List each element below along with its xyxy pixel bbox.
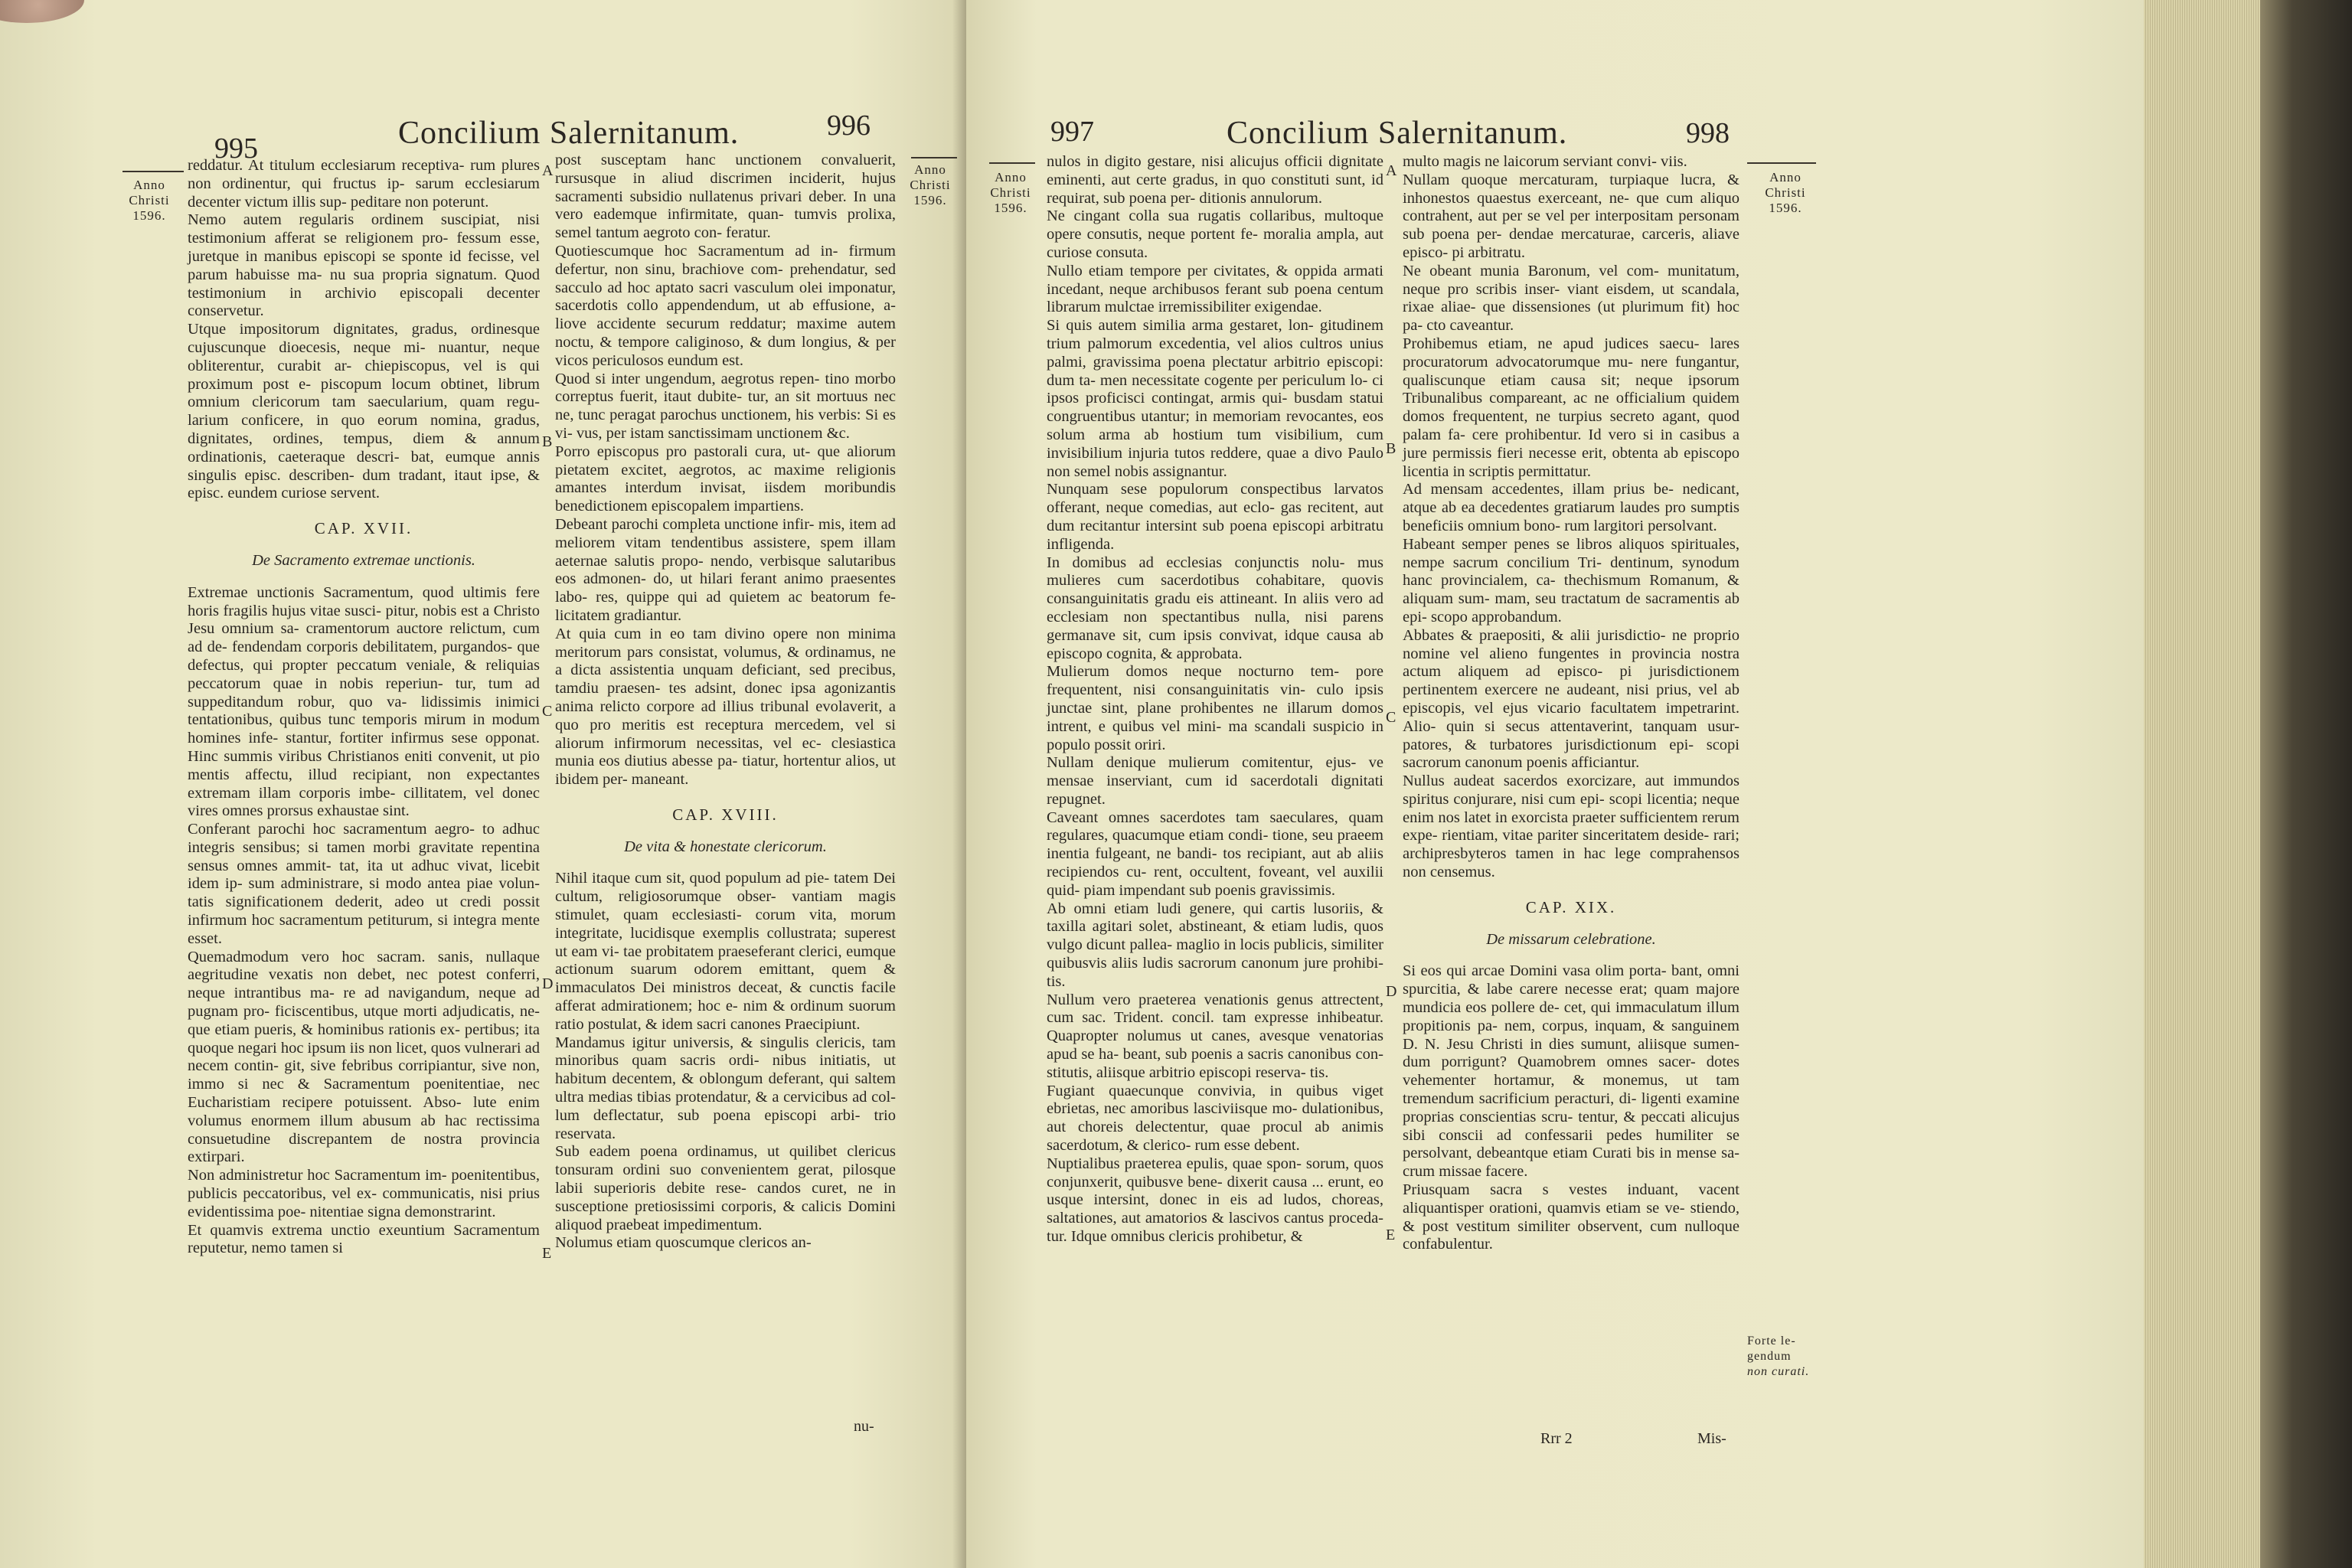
margin-note-line: Christi	[129, 193, 170, 207]
paragraph: Ad mensam accedentes, illam prius be- nedicant, atque ab ea decedentes gratiarum laudes pro sumptis beneficiis omnium bono- rum largitori persolvant.	[1403, 481, 1740, 534]
right-page-number-998: 998	[1686, 117, 1730, 149]
margin-note-line: Christi	[990, 185, 1031, 200]
paragraph: Nihil itaque cum sit, quod populum ad pie- tatem Dei cultum, religiosorumque obser- vantiam magis stimulet, quam ecclesiasti- corum vita, morum integritate, lucidisque exemplis collustrata; superest ut eam vi- tae probitatem praeseferant clerici, eumque actionum suarum odorem emittant, quem & immaculatos Dei ministros deceat, & cunctis facile afferat admirationem; hoc e- nim & ordinum suorum ratio postulat, & idem sacri canones Praecipiunt.	[555, 870, 896, 1033]
paragraph: Nemo autem regularis ordinem suscipiat, nisi testimonium afferat se religionem pro- fessum esse, juretque in manibus episcopi se sponte id fecisse, vel parum habuisse ma- nu sua propria signatum. Quod testimonium in archivio episcopali decenter conservetur.	[188, 211, 540, 320]
section-letter: D	[1386, 983, 1397, 1000]
side-note-line: gendum	[1747, 1350, 1792, 1363]
chapter-subtitle: De missarum celebratione.	[1486, 930, 1656, 948]
section-letter: B	[542, 433, 553, 450]
paragraph: nulos in digito gestare, nisi alicujus officii dignitate eminenti, aut certe gradus, in quo constituti sunt, id requirat, sub poena per- ditionis annulorum.	[1047, 153, 1383, 207]
paragraph: Caveant omnes sacerdotes tam saeculares, quam regulares, quacumque etiam condi- tione, seu praeem inentia fulgeant, ne bandi- tos recipiant, aut ab aliis recipiendos cu- rent, occultent, foveant, vel auxilii quid- piam impendant sub poenis gravissimis.	[1047, 808, 1383, 899]
margin-rule	[911, 157, 957, 158]
chapter-heading: CAP. XVIII.	[672, 805, 779, 824]
paragraph: Habeant semper penes se libros aliquos spirituales, nempe sacrum concilium Tri- dentinum, synodum hanc provincialem, ca- thechismum Romanum, & aliquam sum- mam, seu tractatum de sacramentis ab epi- scopo approbandum.	[1403, 535, 1740, 626]
paragraph: Si eos qui arcae Domini vasa olim porta- bant, omni spurcitia, & labe carere necesse erat; quam majore mundicia eos pollere de- cet, qui immaculatum illum propitionis pa- nem, corpus, inquam, & sanguinem D. N. Jesu Christi in dies sumunt, aliisque sumen- dum porrigunt? Quamobrem omnes sacer- dotes vehementer hortamur, & monemus, ut tam tremendum sacrificium peracturi, di- ligenti examine proprias conscientias scru- tentur, & peccati alicujus sibi conscii ad confessarii pedes humiliter se persolvant, debeantque etiam Curati bis in mense sa- crum missae facere.	[1403, 962, 1740, 1181]
margin-note-line: 1596.	[994, 201, 1027, 215]
chapter-subtitle: De vita & honestate clericorum.	[624, 838, 827, 855]
right-margin-note	[1747, 170, 1824, 216]
margin-note-line: Anno	[133, 178, 165, 192]
paragraph: multo magis ne laicorum serviant convi- viis.	[1403, 153, 1687, 170]
paragraph: Nullo etiam tempore per civitates, & oppida armati incedant, neque archibusos ferant sub poena centum librarum mulctae irremissibiliter exigendae.	[1047, 262, 1383, 316]
section-letter: C	[1386, 709, 1396, 726]
paragraph: In domibus ad ecclesias conjunctis nolu- mus mulieres cum sacerdotibus cohabitare, quovis consanguinitatis gradu eis attineant. In aliis vero ad ecclesiam non spectantibus nulla, nisi parens germanave sit, cum ipsis convivat, idque causa ab episcopo cognita, & approbata.	[1047, 554, 1383, 662]
margin-note-line: Christi	[1765, 185, 1806, 200]
paragraph: Priusquam sacra s vestes induant, vacent aliquantisper orationi, quamvis etiam se ve- stiendo, & post vestitum similiter observent, cum nulloque confabulentur.	[1403, 1181, 1740, 1253]
left-column-2	[555, 152, 896, 1253]
paragraph: Nullus audeat sacerdos exorcizare, aut immundos spiritus conjurare, nisi cum epi- scopi licentia; neque enim nos latet in exorcista praeter sufficientem rerum expe- rientiam, vitae pariter sinceritatem deside- rari; archipresbyteros tamen in hac lege comprahensos non censemus.	[1403, 773, 1740, 881]
paragraph: Debeant parochi completa unctione infir- mis, item ad meliorem vitam tendentibus assistere, spem illam aeternae salutis propo- nendo, verbisque salutaribus eos admonen- do, ut hilari ferant animo praesentes labo- res, quippe qui ad quietem ac beatorum fe- licitatem gradiantur.	[555, 515, 896, 624]
paragraph: Non administretur hoc Sacramentum im- poenitentibus, publicis peccatoribus, vel ex- communicatis, nisi prius evidentissima poe- nitentiae signa demonstrarint.	[188, 1167, 540, 1220]
section-letter: E	[1386, 1227, 1396, 1243]
paragraph: Mulierum domos neque nocturno tem- pore frequentent, nisi consanguinitatis vin- culo ipsis junctae sint, plane prohibentes ne illarum domos intrent, e quibus vel mini- ma scandali suspicio in populo possit oriri.	[1047, 663, 1383, 753]
paragraph: Nuptialibus praeterea epulis, quae spon- sorum, quos conjunxerit, quibusve bene- dixerit causa ... erunt, eo usque intersint, donec in eis ad ludos, choreas, saltationes, aut amatorios & lascivos cantus proceda- tur. Idque omnibus clericis prohibetur, &	[1047, 1155, 1383, 1246]
margin-rule	[989, 162, 1035, 164]
right-column-2	[1403, 153, 1740, 1254]
margin-note-line: 1596.	[132, 208, 166, 223]
paragraph: Fugiant quaecunque convivia, in quibus viget ebrietas, nec amoribus lasciviisque mo- dulationibus, aut choreis delectentur, quae procul ab animis sacerdotum, & clerico- rum esse debent.	[1047, 1082, 1383, 1155]
paragraph: reddatur. At titulum ecclesiarum receptiva- rum plures non ordinentur, qui fructus ip- sarum ecclesiarum decenter victum illis sup- peditare non poterunt.	[188, 157, 540, 211]
margin-rule	[122, 171, 184, 172]
left-running-title: Concilium Salernitanum.	[398, 116, 740, 151]
section-letter: E	[542, 1245, 552, 1262]
right-page	[966, 0, 2144, 1568]
chapter-heading: CAP. XIX.	[1525, 897, 1617, 916]
paragraph: Ne cingant colla sua rugatis collaribus, multoque opere consutis, neque portent fe- moralia ampla, aut curiose consuta.	[1047, 207, 1383, 261]
margin-note-line: Anno	[995, 170, 1027, 185]
section-letter: A	[1386, 162, 1397, 179]
paragraph: Quod si inter ungendum, aegrotus repen- tino morbo correptus fuerit, itaut dubite- tur, an sit mortuus nec ne, tunc peragat parochus unctionem, his verbis: Si es vi- vus, per istam sanctissimam unctionem &c.	[555, 370, 896, 442]
paragraph: Porro episcopus pro pastorali cura, ut- que aliorum pietatem excitet, aegrotos, ac maxime religionis amantes interdum invisat, iisdem moribundis benedictionem episcopalem impartiens.	[555, 443, 896, 515]
book-cover	[2260, 0, 2352, 1568]
catchword: nu-	[854, 1418, 874, 1435]
paragraph: Et quamvis extrema unctio exeuntium Sacramentum reputetur, nemo tamen si	[188, 1221, 540, 1257]
paragraph: Prohibemus etiam, ne apud judices saecu- lares procuratorum advocatorumque mu- nere fungantur, qualiscunque etiam causa sit; neque ipsorum Tribunalibus compareant, ac ne officialium quidem domos frequentent, ne turpius secreto agant, quod palam fa- cere prohibentur. Id vero si in casibus a jure permissis fieri necesse erit, obtenta ab episcopo licentia in scriptis permittatur.	[1403, 335, 1740, 480]
paragraph: Quotiescumque hoc Sacramentum ad in- firmum defertur, non sinu, brachiove com- prehendatur, sed sacculo ad hoc aptato sacri vasculum olei imponatur, sacerdotis collo appendendum, ut ab effusione, a- liove accidente securum reddatur; maxime autem noctu, & tempore caliginoso, & dum longius, & per vicos periculosos eundum est.	[555, 242, 896, 369]
paragraph: Ab omni etiam ludi genere, qui cartis lusoriis, & taxilla agitari solet, abstineant, & etiam ludis, quos vulgo dicunt pallea- maglio in locis publicis, similiter quibusvis aliis ludis sacrorum canonum jure prohibi- tis.	[1047, 900, 1383, 990]
side-note-line: Forte le-	[1747, 1334, 1796, 1348]
paragraph: Si quis autem similia arma gestaret, lon- gitudinem trium palmorum excedentia, vel alios cultros unius palmi, gravissima poena plectatur arbitrio episcopi: dum ta- men necessitate cogente per periculum lo- ci ipsos proficisci contingat, armis qui- busdam statui congruentibus utantur; in memoriam revocantes, eos solum arma ab hostium tum visibilium, cum invisibilium injuria tutos reddere, quae a divo Paulo non semel nobis assignantur.	[1047, 317, 1383, 480]
signature-mark: Rrr 2	[1540, 1430, 1573, 1447]
right-running-title: Concilium Salernitanum.	[1227, 116, 1568, 151]
catchword: Mis-	[1697, 1430, 1726, 1447]
left-page-number-996: 996	[827, 109, 871, 142]
chapter-heading: CAP. XVII.	[314, 519, 413, 538]
margin-note-line: 1596.	[1769, 201, 1802, 215]
paragraph: Utque impositorum dignitates, gradus, ordinesque cujuscunque dioecesis, neque mi- nuantur, neque obliterentur, curabit ar- chiepiscopus, vel is qui proximum post e- piscopum locum obtinet, librum omnium clericorum tam saecularium, quam regu- larium conficere, in quo eorum nomina, gradus, dignitates, ordines, tempus, diem & annum ordinationis, caeteraque descri- bat, eumque annis singulis episc. describen- dum tradant, itaut ipse, & episc. eundem curiose servent.	[188, 321, 540, 502]
paragraph: Nunquam sese populorum conspectibus larvatos offerant, neque comedias, aut eclo- gas recitent, aut dum recitantur intersint sub poena episcopi arbitratu infligenda.	[1047, 481, 1383, 553]
section-letter: C	[542, 703, 553, 720]
left-column-1	[188, 157, 540, 1258]
margin-note-line: 1596.	[913, 193, 947, 207]
left-margin-note	[115, 178, 184, 224]
margin-rule	[1747, 162, 1816, 164]
paragraph: At quia cum in eo tam divino opere non minima meritorum pars consistat, volumus, & ordinamus, ne a dicta assistentia unquam deficiant, sed precibus, tamdiu praesen- tes adsint, donec ipsa agonizantis anima relicto corpore ad illius tribunal evolaverit, a quo pro meritis est receptura mercedem, vel si aliorum infirmorum necessitas, vel ec- clesiastica munia eos diutius abesse pa- tiatur, hortentur alios, ut ibidem per- maneant.	[555, 625, 896, 789]
paragraph: Extremae unctionis Sacramentum, quod ultimis fere horis fragilis hujus vitae susci- pitur, nobis est a Christo Jesu omnium sa- cramentorum auctore relictum, cum ad de- fendendam corporis debilitatem, purgandos- que defectus, qui propter peccatum veniale, & reliquias peccatorum quae in nobis reperiun- tur, tum ad suppeditandum robur, quo va- lidissimis inimici tentationibus, quibus tunc temporis mirum in modum homines infe- stantur, fortiter infirmus sese opponat. Hinc summis viribus Christianos eniti convenit, ut pio mentis affectu, illud recipiant, non expectantes extremam illam corporis imbe- cillitatem, vel donec vires omnes prorsus exhaustae sint.	[188, 583, 540, 820]
side-note	[1747, 1334, 1824, 1380]
paragraph: post susceptam hanc unctionem convaluerit, rursusque in aliud discrimen inciderit, hujus sacramenti subsidio nullatenus privari deber. In una vero eademque infirmitate, quan- tumvis prolixa, semel tantum aegroto con- feratur.	[555, 152, 896, 242]
margin-note-line: Christi	[910, 178, 951, 192]
paragraph: Abbates & praepositi, & alii jurisdictio- ne proprio nomine vel alieno fungentes in provincia nostra actum aliquem ad episco- pi jurisdictionem pertinentem exercere ne audeant, nisi prius, vel ab episcopis, vel ejus vicario facultatem impetrarint. Alio- quin si secus attentaverint, tanquam usur- patores, & turbatores jurisdictionum epi- scopi sacrorum canonum poenis afficiantur.	[1403, 626, 1740, 772]
section-letter: B	[1386, 440, 1396, 457]
paragraph: Ne obeant munia Baronum, vel com- munitatum, neque pro scribis inser- viant eisdem, ut scandala, rixae aliae- que dissensiones (ut plurimum fit) hoc pa- cto caveantur.	[1403, 262, 1740, 335]
paragraph: Nolumus etiam quoscumque clericos an-	[555, 1234, 812, 1252]
section-letter: A	[542, 162, 554, 179]
paragraph: Quemadmodum vero hoc sacram. sanis, nullaque aegritudine vexatis non debet, nec potest conferri, neque intrantibus ma- re ad navigandum, neque ad pugnam pro- ficiscentibus, utque morti adjudicatis, ne- que etiam pueris, & hominibus rationis ex- pertibus; ita quoque negari hoc ipsum iis non licet, quos vulnerari ad necem contin- git, sive febribus corripiantur, sive non, immo si nec & Sacramentum poenitentiae, nec Eucharistiam recipere potuissent. Abso- lute enim volumus enormem illum abusum ab hac rectissima consuetudine discrepantem de nostra provincia extirpari.	[188, 948, 541, 1166]
paragraph: Nullam quoque mercaturam, turpiaque lucra, & inhonestos quaestus exerceant, ne- que cum aliquo contrahent, aut per se vel per interpositam personam sub poena per- dendae mercaturae, carceris, aliave episco- pi arbitratu.	[1403, 171, 1740, 261]
page-edges	[2144, 0, 2352, 1568]
paragraph: Nullum vero praeterea venationis genus attrectent, cum sac. Trident. concil. tam expresse inhibeatur. Quapropter nolumus ut canes, avesque venatorias apud se ha- beant, sub poenis a sacris canonibus con- stitutis, aliisque arbitrio episcopi reserva- tis.	[1047, 991, 1383, 1081]
section-letter: D	[542, 975, 554, 992]
paragraph: Conferant parochi hoc sacramentum aegro- to adhuc integris sensibus; si tamen morbi gravitate repentina sensus omnes ammit- tat, ita ut adhuc vivat, licebit idem ip- sum administrare, si modo antea piae volun- tatis significationem dederit, adeo ut credi possit infirmum hoc sacramentum petiturum, si integra mente esset.	[188, 821, 540, 947]
margin-note-line: Anno	[1769, 170, 1802, 185]
left-page-number-995: 995	[214, 132, 258, 165]
right-column-1	[1047, 153, 1383, 1246]
chapter-subtitle: De Sacramento extremae unctionis.	[252, 551, 475, 569]
paragraph: Sub eadem poena ordinamus, ut quilibet clericus tonsuram ordini suo convenientem gerat, pilosque labii superioris debite rese- candos curet, ne in susceptione pretiosissimi corporis, & calicis Domini aliquod praebeat impedimentum.	[555, 1143, 896, 1233]
paragraph: Mandamus igitur universis, & singulis clericis, tam minoribus quam sacris ordi- nibus initiatis, ut habitum decentem, & oblongum deferant, qui saltem ultra medias tibias protendatur, & a cervicibus ad col- lum deflectatur, sub poena episcopi arbi- trio reservata.	[555, 1034, 896, 1142]
left-page	[0, 0, 966, 1568]
left-margin-note	[980, 170, 1041, 216]
paragraph: Nullam denique mulierum comitentur, ejus- ve mensae inserviant, cum id sacerdotali dignitati repugnet.	[1047, 754, 1383, 808]
right-page-number-997: 997	[1050, 116, 1094, 148]
side-note-line: non curati.	[1747, 1365, 1810, 1378]
margin-note-line: Anno	[914, 162, 946, 177]
